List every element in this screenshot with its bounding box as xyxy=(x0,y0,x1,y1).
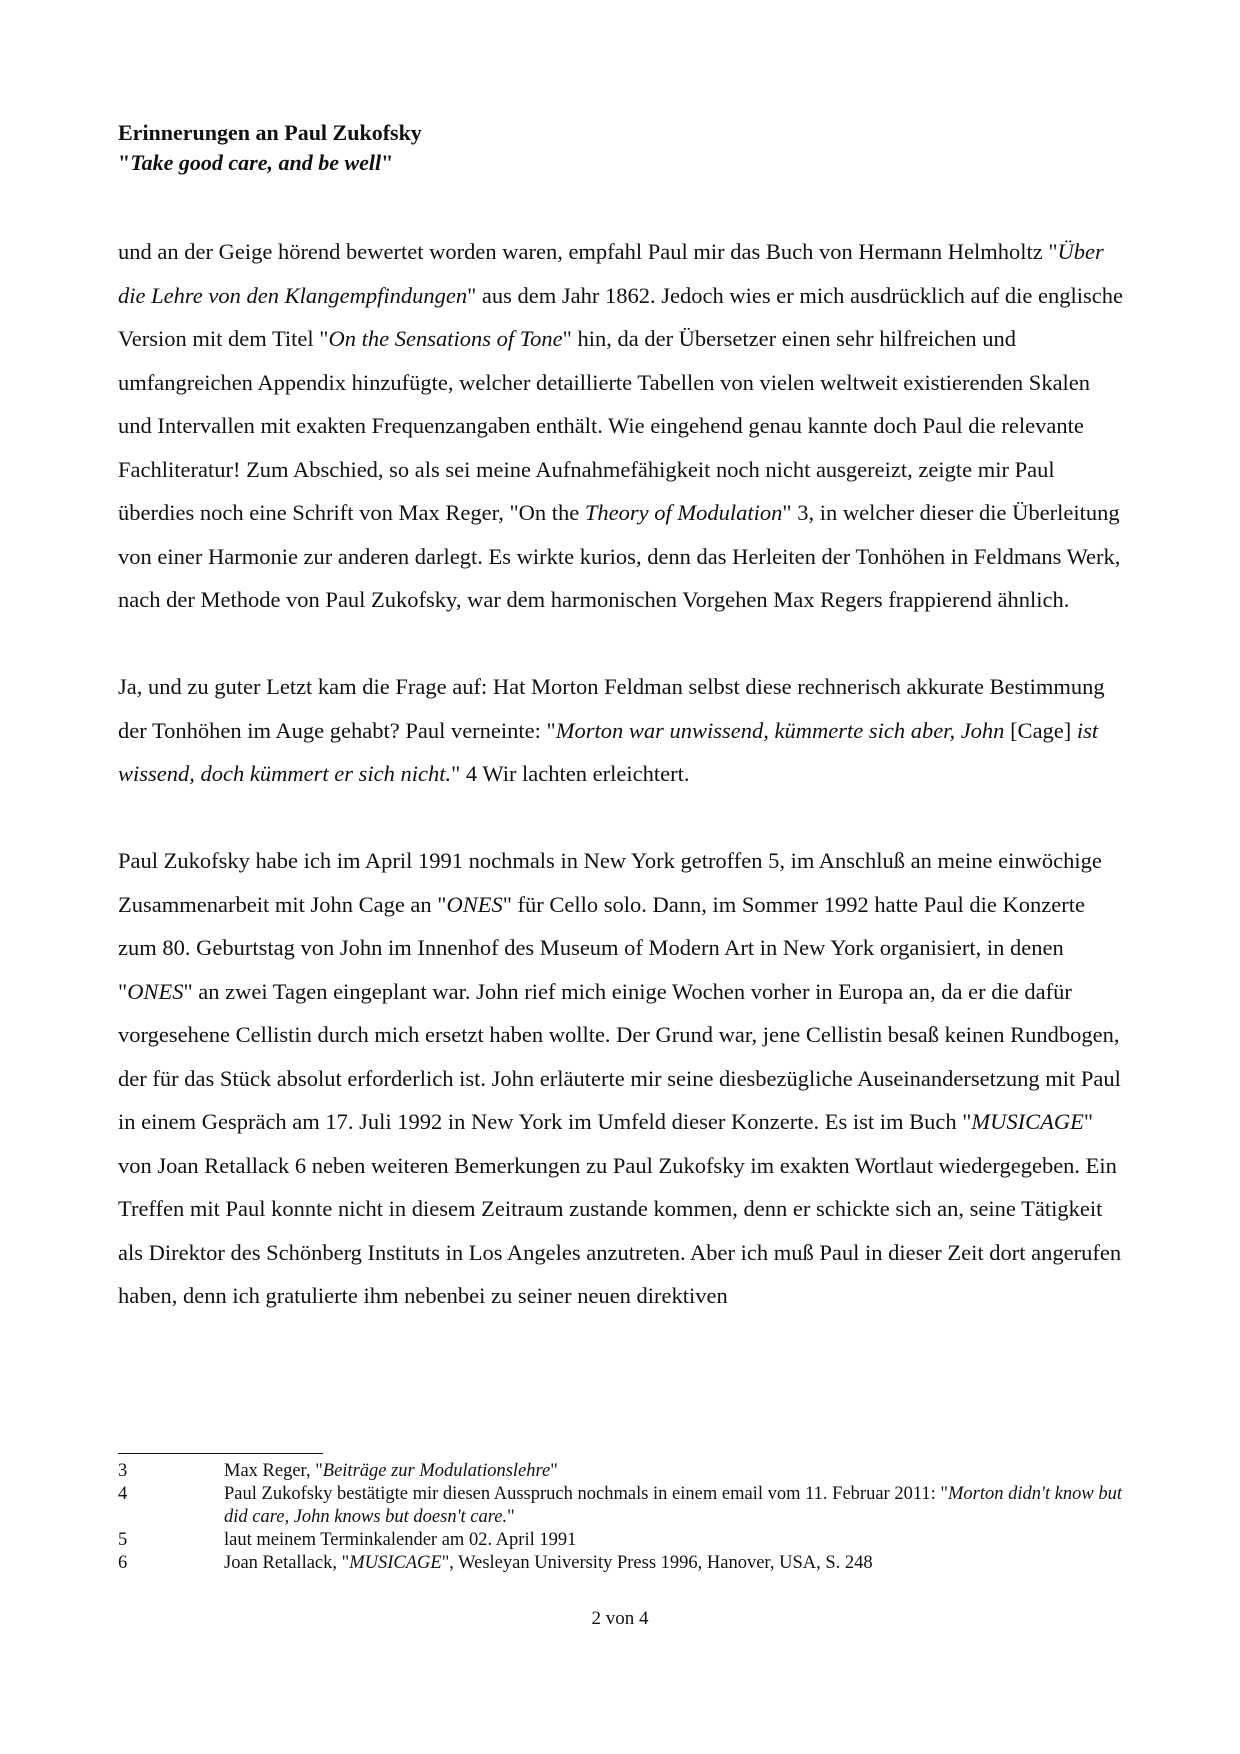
footnote-5 xyxy=(118,1529,1128,1552)
document-header xyxy=(118,118,422,178)
footnote-text: Joan Retallack, "MUSICAGE", Wesleyan University Press 1996, Hanover, USA, S. 248 xyxy=(224,1553,873,1573)
footnote-3 xyxy=(118,1460,1128,1483)
paragraph-feldman: Ja, und zu guter Letzt kam die Frage auf: Hat Morton Feldman selbst diese rechnerisch akkurate Bestimmung der Tonhöhen im Auge gehabt? Paul verneinte: "Morton war unwissend, kümmerte sich aber, John [Cage] ist wissend, doch kümmert er sich nicht." 4 Wir lachten erleichtert. xyxy=(118,674,1105,786)
footnote-text: Paul Zukofsky bestätigte mir diesen Ausspruch nochmals in einem email vom 11. Februar 2011: "Morton didn't know but did care, John knows but doesn't care." xyxy=(224,1484,1123,1527)
footnote-number: 5 xyxy=(118,1530,128,1550)
footnote-number: 3 xyxy=(118,1461,128,1481)
footnote-number: 6 xyxy=(118,1553,128,1573)
document-subtitle: "Take good care, and be well" xyxy=(118,150,394,175)
page-number: 2 von 4 xyxy=(591,1608,649,1629)
footnote-text: laut meinem Terminkalender am 02. April 1991 xyxy=(224,1530,577,1550)
footnote-6 xyxy=(118,1552,1128,1575)
footnotes xyxy=(118,1460,1128,1575)
document-title: Erinnerungen an Paul Zukofsky xyxy=(118,120,422,145)
body-text xyxy=(118,230,1128,1361)
footnote-number: 4 xyxy=(118,1484,128,1504)
footnote-4 xyxy=(118,1483,1128,1529)
paragraph-helmholtz: und an der Geige hörend bewertet worden waren, empfahl Paul mir das Buch von Hermann Helmholtz "Über die Lehre von den Klangempfindungen" aus dem Jahr 1862. Jedoch wies er mich ausdrücklich auf die englische Version mit dem Titel "On the Sensations of Tone" hin, da der Übersetzer einen sehr hilfreichen und umfangreichen Appendix hinzufügte, welcher detaillierte Tabellen von vielen weltweit existierenden Skalen und Intervallen mit exakten Frequenzangaben enthält. Wie eingehend genau kannte doch Paul die relevante Fachliteratur! Zum Abschied, so als sei meine Aufnahmefähigkeit noch nicht ausgereizt, zeigte mir Paul überdies noch eine Schrift von Max Reger, "On the Theory of Modulation" 3, in welcher dieser die Überleitung von einer Harmonie zur anderen darlegt. Es wirkte kurios, denn das Herleiten der Tonhöhen in Feldmans Werk, nach der Methode von Paul Zukofsky, war dem harmonischen Vorgehen Max Regers frappierend ähnlich. xyxy=(118,239,1123,612)
paragraph-cage-ones: Paul Zukofsky habe ich im April 1991 nochmals in New York getroffen 5, im Anschluß an meine einwöchige Zusammenarbeit mit John Cage an "ONES" für Cello solo. Dann, im Sommer 1992 hatte Paul die Konzerte zum 80. Geburtstag von John im Innenhof des Museum of Modern Art in New York organisiert, in denen "ONES" an zwei Tagen eingeplant war. John rief mich einige Wochen vorher in Europa an, da er die dafür vorgesehene Cellistin durch mich ersetzt haben wollte. Der Grund war, jene Cellistin besaß keinen Rundbogen, der für das Stück absolut erforderlich ist. John erläuterte mir seine diesbezügliche Auseinandersetzung mit Paul in einem Gespräch am 17. Juli 1992 in New York im Umfeld dieser Konzerte. Es ist im Buch "MUSICAGE" von Joan Retallack 6 neben weiteren Bemerkungen zu Paul Zukofsky im exakten Wortlaut wiedergegeben. Ein Treffen mit Paul konnte nicht in diesem Zeitraum zustande kommen, denn er schickte sich an, seine Tätigkeit als Direktor des Schönberg Instituts in Los Angeles anzutreten. Aber ich muß Paul in dieser Zeit dort angerufen haben, denn ich gratulierte ihm nebenbei zu seiner neuen direktiven xyxy=(118,848,1122,1308)
footnote-text: Max Reger, "Beiträge zur Modulationslehre" xyxy=(224,1461,558,1481)
footnote-separator xyxy=(118,1453,323,1454)
